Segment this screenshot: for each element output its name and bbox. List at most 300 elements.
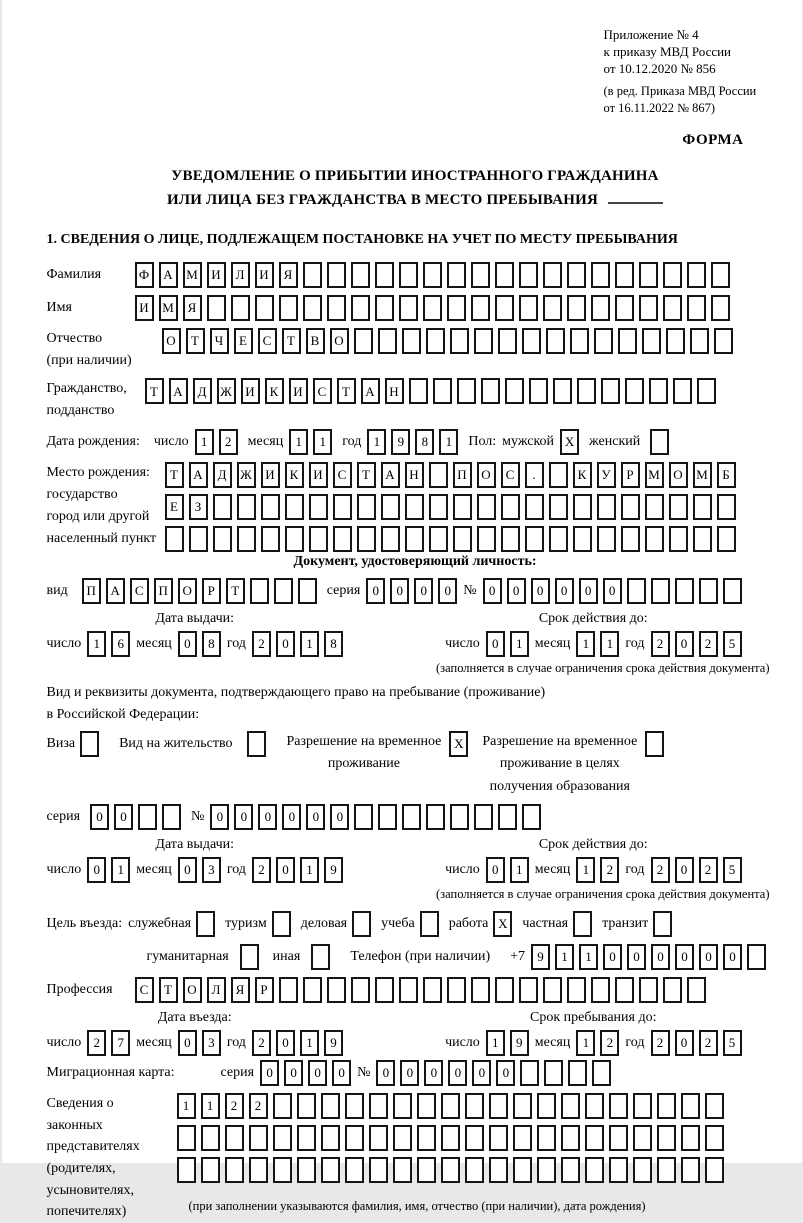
char-cell[interactable] (429, 526, 448, 552)
char-cell[interactable]: О (162, 328, 181, 354)
char-cell[interactable]: А (189, 462, 208, 488)
char-cell[interactable] (378, 804, 397, 830)
char-cell[interactable] (663, 295, 682, 321)
char-cell[interactable]: 0 (699, 944, 718, 970)
char-cell[interactable] (447, 295, 466, 321)
char-cell[interactable] (441, 1125, 460, 1151)
char-cell[interactable] (321, 1093, 340, 1119)
char-cell[interactable] (285, 526, 304, 552)
char-cell[interactable] (601, 378, 620, 404)
char-cell[interactable] (474, 328, 493, 354)
char-cell[interactable] (393, 1157, 412, 1183)
char-cell[interactable] (699, 578, 718, 604)
char-cell[interactable] (354, 804, 373, 830)
char-cell[interactable] (402, 804, 421, 830)
char-cell[interactable]: 0 (260, 1060, 279, 1086)
char-cell[interactable] (621, 526, 640, 552)
char-cell[interactable]: П (154, 578, 173, 604)
char-cell[interactable]: 0 (486, 857, 505, 883)
char-cell[interactable] (409, 378, 428, 404)
char-cell[interactable]: 3 (202, 857, 221, 883)
char-cell[interactable] (162, 804, 181, 830)
char-cell[interactable]: Ж (217, 378, 236, 404)
char-cell[interactable]: 2 (600, 1030, 619, 1056)
char-cell[interactable] (642, 328, 661, 354)
char-cell[interactable] (489, 1157, 508, 1183)
char-cell[interactable] (381, 526, 400, 552)
char-cell[interactable] (653, 911, 672, 937)
char-cell[interactable]: 0 (627, 944, 646, 970)
char-cell[interactable]: 0 (284, 1060, 303, 1086)
char-cell[interactable]: А (381, 462, 400, 488)
char-cell[interactable] (201, 1157, 220, 1183)
char-cell[interactable]: 1 (555, 944, 574, 970)
char-cell[interactable]: 1 (367, 429, 386, 455)
char-cell[interactable] (522, 328, 541, 354)
char-cell[interactable]: Я (231, 977, 250, 1003)
char-cell[interactable]: Е (165, 494, 184, 520)
char-cell[interactable] (465, 1093, 484, 1119)
char-cell[interactable] (690, 328, 709, 354)
char-cell[interactable] (423, 262, 442, 288)
char-cell[interactable]: 1 (579, 944, 598, 970)
char-cell[interactable]: М (183, 262, 202, 288)
char-cell[interactable] (513, 1125, 532, 1151)
char-cell[interactable]: Д (193, 378, 212, 404)
char-cell[interactable] (474, 804, 493, 830)
char-cell[interactable] (417, 1093, 436, 1119)
char-cell[interactable] (549, 526, 568, 552)
char-cell[interactable] (693, 526, 712, 552)
char-cell[interactable] (333, 494, 352, 520)
char-cell[interactable]: 0 (531, 578, 550, 604)
char-cell[interactable]: 0 (282, 804, 301, 830)
char-cell[interactable] (627, 578, 646, 604)
char-cell[interactable]: 0 (87, 857, 106, 883)
char-cell[interactable]: 9 (391, 429, 410, 455)
char-cell[interactable] (447, 977, 466, 1003)
char-cell[interactable]: 2 (699, 631, 718, 657)
char-cell[interactable] (297, 1093, 316, 1119)
char-cell[interactable] (441, 1093, 460, 1119)
char-cell[interactable] (568, 1060, 587, 1086)
char-cell[interactable] (717, 526, 736, 552)
char-cell[interactable] (481, 378, 500, 404)
char-cell[interactable]: 1 (201, 1093, 220, 1119)
char-cell[interactable] (645, 731, 664, 757)
char-cell[interactable] (426, 804, 445, 830)
char-cell[interactable] (261, 526, 280, 552)
char-cell[interactable] (447, 262, 466, 288)
char-cell[interactable]: У (597, 462, 616, 488)
char-cell[interactable]: З (189, 494, 208, 520)
char-cell[interactable]: Р (621, 462, 640, 488)
char-cell[interactable] (633, 1125, 652, 1151)
char-cell[interactable] (321, 1125, 340, 1151)
char-cell[interactable]: 0 (486, 631, 505, 657)
char-cell[interactable] (261, 494, 280, 520)
char-cell[interactable] (177, 1157, 196, 1183)
char-cell[interactable] (543, 295, 562, 321)
char-cell[interactable]: 0 (376, 1060, 395, 1086)
char-cell[interactable] (201, 1125, 220, 1151)
char-cell[interactable]: 0 (234, 804, 253, 830)
char-cell[interactable] (553, 378, 572, 404)
char-cell[interactable] (687, 295, 706, 321)
char-cell[interactable] (573, 911, 592, 937)
char-cell[interactable]: 1 (576, 631, 595, 657)
char-cell[interactable]: 0 (448, 1060, 467, 1086)
char-cell[interactable] (663, 977, 682, 1003)
char-cell[interactable] (399, 977, 418, 1003)
char-cell[interactable] (594, 328, 613, 354)
char-cell[interactable] (453, 526, 472, 552)
char-cell[interactable]: 0 (306, 804, 325, 830)
char-cell[interactable]: М (693, 462, 712, 488)
char-cell[interactable]: Л (207, 977, 226, 1003)
char-cell[interactable] (465, 1157, 484, 1183)
char-cell[interactable] (621, 494, 640, 520)
char-cell[interactable] (285, 494, 304, 520)
char-cell[interactable] (597, 494, 616, 520)
char-cell[interactable]: 0 (675, 857, 694, 883)
char-cell[interactable] (567, 295, 586, 321)
char-cell[interactable] (645, 494, 664, 520)
char-cell[interactable] (303, 295, 322, 321)
char-cell[interactable] (633, 1093, 652, 1119)
char-cell[interactable]: 2 (600, 857, 619, 883)
char-cell[interactable] (633, 1157, 652, 1183)
char-cell[interactable] (375, 262, 394, 288)
char-cell[interactable]: О (178, 578, 197, 604)
char-cell[interactable]: О (183, 977, 202, 1003)
char-cell[interactable]: . (525, 462, 544, 488)
char-cell[interactable] (592, 1060, 611, 1086)
char-cell[interactable] (465, 1125, 484, 1151)
char-cell[interactable]: 0 (390, 578, 409, 604)
char-cell[interactable]: 2 (651, 857, 670, 883)
char-cell[interactable]: Т (159, 977, 178, 1003)
char-cell[interactable] (237, 526, 256, 552)
char-cell[interactable] (585, 1093, 604, 1119)
char-cell[interactable]: 0 (400, 1060, 419, 1086)
char-cell[interactable]: И (207, 262, 226, 288)
char-cell[interactable] (453, 494, 472, 520)
char-cell[interactable] (567, 977, 586, 1003)
char-cell[interactable] (561, 1157, 580, 1183)
char-cell[interactable] (345, 1093, 364, 1119)
char-cell[interactable] (673, 378, 692, 404)
char-cell[interactable]: К (573, 462, 592, 488)
char-cell[interactable] (666, 328, 685, 354)
char-cell[interactable] (597, 526, 616, 552)
char-cell[interactable]: 1 (300, 631, 319, 657)
char-cell[interactable] (525, 494, 544, 520)
char-cell[interactable] (273, 1125, 292, 1151)
char-cell[interactable]: 1 (486, 1030, 505, 1056)
char-cell[interactable] (399, 262, 418, 288)
char-cell[interactable]: 0 (414, 578, 433, 604)
char-cell[interactable] (426, 328, 445, 354)
char-cell[interactable]: 5 (723, 857, 742, 883)
char-cell[interactable] (501, 526, 520, 552)
char-cell[interactable] (714, 328, 733, 354)
char-cell[interactable] (585, 1157, 604, 1183)
char-cell[interactable]: 2 (252, 631, 271, 657)
char-cell[interactable] (477, 526, 496, 552)
char-cell[interactable]: 2 (699, 857, 718, 883)
char-cell[interactable] (618, 328, 637, 354)
char-cell[interactable]: И (241, 378, 260, 404)
char-cell[interactable]: 0 (332, 1060, 351, 1086)
char-cell[interactable] (495, 977, 514, 1003)
char-cell[interactable] (80, 731, 99, 757)
char-cell[interactable] (237, 494, 256, 520)
char-cell[interactable]: А (361, 378, 380, 404)
char-cell[interactable]: 9 (324, 857, 343, 883)
char-cell[interactable] (352, 911, 371, 937)
char-cell[interactable] (650, 429, 669, 455)
char-cell[interactable]: 8 (202, 631, 221, 657)
char-cell[interactable]: 0 (555, 578, 574, 604)
char-cell[interactable] (570, 328, 589, 354)
char-cell[interactable]: 8 (324, 631, 343, 657)
char-cell[interactable] (543, 977, 562, 1003)
char-cell[interactable] (615, 977, 634, 1003)
char-cell[interactable] (429, 462, 448, 488)
char-cell[interactable] (537, 1157, 556, 1183)
char-cell[interactable] (351, 262, 370, 288)
char-cell[interactable] (357, 494, 376, 520)
char-cell[interactable] (311, 944, 330, 970)
char-cell[interactable]: С (130, 578, 149, 604)
char-cell[interactable] (549, 462, 568, 488)
char-cell[interactable] (543, 262, 562, 288)
char-cell[interactable]: Т (282, 328, 301, 354)
char-cell[interactable] (519, 977, 538, 1003)
char-cell[interactable] (354, 328, 373, 354)
char-cell[interactable]: 0 (675, 944, 694, 970)
char-cell[interactable]: 0 (579, 578, 598, 604)
char-cell[interactable] (705, 1125, 724, 1151)
char-cell[interactable]: Т (337, 378, 356, 404)
char-cell[interactable] (441, 1157, 460, 1183)
char-cell[interactable] (663, 262, 682, 288)
char-cell[interactable] (333, 526, 352, 552)
char-cell[interactable]: 1 (576, 1030, 595, 1056)
char-cell[interactable]: 5 (723, 631, 742, 657)
char-cell[interactable]: 0 (276, 631, 295, 657)
char-cell[interactable]: С (501, 462, 520, 488)
char-cell[interactable] (405, 526, 424, 552)
char-cell[interactable] (747, 944, 766, 970)
char-cell[interactable] (327, 977, 346, 1003)
char-cell[interactable] (625, 378, 644, 404)
char-cell[interactable]: 1 (576, 857, 595, 883)
char-cell[interactable]: 1 (195, 429, 214, 455)
char-cell[interactable] (498, 804, 517, 830)
char-cell[interactable]: И (135, 295, 154, 321)
char-cell[interactable]: 5 (723, 1030, 742, 1056)
char-cell[interactable]: 2 (249, 1093, 268, 1119)
char-cell[interactable] (393, 1125, 412, 1151)
char-cell[interactable] (573, 526, 592, 552)
char-cell[interactable] (711, 262, 730, 288)
char-cell[interactable]: И (289, 378, 308, 404)
char-cell[interactable] (250, 578, 269, 604)
char-cell[interactable]: 1 (439, 429, 458, 455)
char-cell[interactable]: 0 (603, 578, 622, 604)
char-cell[interactable] (247, 731, 266, 757)
char-cell[interactable] (298, 578, 317, 604)
char-cell[interactable] (309, 494, 328, 520)
char-cell[interactable]: 0 (507, 578, 526, 604)
char-cell[interactable] (495, 262, 514, 288)
char-cell[interactable]: 1 (111, 857, 130, 883)
char-cell[interactable] (303, 977, 322, 1003)
char-cell[interactable] (723, 578, 742, 604)
char-cell[interactable]: 0 (675, 1030, 694, 1056)
char-cell[interactable] (417, 1157, 436, 1183)
char-cell[interactable]: 1 (510, 631, 529, 657)
char-cell[interactable]: 9 (324, 1030, 343, 1056)
char-cell[interactable]: Ч (210, 328, 229, 354)
char-cell[interactable] (423, 977, 442, 1003)
char-cell[interactable] (177, 1125, 196, 1151)
char-cell[interactable] (657, 1093, 676, 1119)
char-cell[interactable]: Н (405, 462, 424, 488)
char-cell[interactable] (279, 977, 298, 1003)
char-cell[interactable] (207, 295, 226, 321)
char-cell[interactable] (681, 1157, 700, 1183)
char-cell[interactable] (213, 526, 232, 552)
char-cell[interactable] (609, 1125, 628, 1151)
char-cell[interactable]: 0 (308, 1060, 327, 1086)
char-cell[interactable] (489, 1125, 508, 1151)
char-cell[interactable]: Т (165, 462, 184, 488)
char-cell[interactable]: 0 (483, 578, 502, 604)
char-cell[interactable]: В (306, 328, 325, 354)
char-cell[interactable] (255, 295, 274, 321)
char-cell[interactable] (327, 295, 346, 321)
char-cell[interactable] (471, 295, 490, 321)
char-cell[interactable] (549, 494, 568, 520)
char-cell[interactable] (645, 526, 664, 552)
char-cell[interactable]: 2 (219, 429, 238, 455)
char-cell[interactable]: С (313, 378, 332, 404)
char-cell[interactable] (231, 295, 250, 321)
char-cell[interactable] (375, 295, 394, 321)
char-cell[interactable] (591, 295, 610, 321)
char-cell[interactable] (649, 378, 668, 404)
char-cell[interactable] (693, 494, 712, 520)
char-cell[interactable]: 0 (258, 804, 277, 830)
char-cell[interactable]: О (669, 462, 688, 488)
char-cell[interactable] (375, 977, 394, 1003)
char-cell[interactable] (273, 1093, 292, 1119)
char-cell[interactable]: П (82, 578, 101, 604)
char-cell[interactable] (657, 1125, 676, 1151)
char-cell[interactable] (138, 804, 157, 830)
char-cell[interactable] (537, 1125, 556, 1151)
char-cell[interactable] (273, 1157, 292, 1183)
char-cell[interactable] (615, 295, 634, 321)
char-cell[interactable]: С (258, 328, 277, 354)
char-cell[interactable] (297, 1157, 316, 1183)
char-cell[interactable] (399, 295, 418, 321)
char-cell[interactable]: 0 (472, 1060, 491, 1086)
char-cell[interactable] (525, 526, 544, 552)
char-cell[interactable] (189, 526, 208, 552)
char-cell[interactable]: 0 (651, 944, 670, 970)
char-cell[interactable]: X (449, 731, 468, 757)
char-cell[interactable] (687, 977, 706, 1003)
char-cell[interactable] (669, 526, 688, 552)
char-cell[interactable] (321, 1157, 340, 1183)
char-cell[interactable] (471, 977, 490, 1003)
char-cell[interactable] (675, 578, 694, 604)
char-cell[interactable] (471, 262, 490, 288)
char-cell[interactable] (522, 804, 541, 830)
char-cell[interactable]: М (645, 462, 664, 488)
char-cell[interactable]: 0 (178, 857, 197, 883)
char-cell[interactable] (225, 1125, 244, 1151)
char-cell[interactable]: С (333, 462, 352, 488)
char-cell[interactable] (591, 262, 610, 288)
char-cell[interactable] (417, 1125, 436, 1151)
char-cell[interactable] (405, 494, 424, 520)
char-cell[interactable] (433, 378, 452, 404)
char-cell[interactable]: Я (279, 262, 298, 288)
char-cell[interactable]: М (159, 295, 178, 321)
char-cell[interactable] (609, 1093, 628, 1119)
char-cell[interactable] (681, 1125, 700, 1151)
char-cell[interactable]: 1 (300, 857, 319, 883)
char-cell[interactable] (303, 262, 322, 288)
char-cell[interactable]: О (330, 328, 349, 354)
char-cell[interactable] (345, 1157, 364, 1183)
char-cell[interactable] (669, 494, 688, 520)
char-cell[interactable]: Р (255, 977, 274, 1003)
char-cell[interactable] (651, 578, 670, 604)
char-cell[interactable] (717, 494, 736, 520)
char-cell[interactable]: 1 (177, 1093, 196, 1119)
char-cell[interactable] (477, 494, 496, 520)
char-cell[interactable] (249, 1125, 268, 1151)
char-cell[interactable]: Я (183, 295, 202, 321)
char-cell[interactable] (498, 328, 517, 354)
char-cell[interactable] (609, 1157, 628, 1183)
char-cell[interactable] (561, 1093, 580, 1119)
char-cell[interactable] (697, 378, 716, 404)
char-cell[interactable]: С (135, 977, 154, 1003)
char-cell[interactable]: 1 (600, 631, 619, 657)
char-cell[interactable]: 9 (510, 1030, 529, 1056)
char-cell[interactable]: Т (186, 328, 205, 354)
char-cell[interactable]: Л (231, 262, 250, 288)
char-cell[interactable]: 2 (225, 1093, 244, 1119)
char-cell[interactable]: Т (226, 578, 245, 604)
char-cell[interactable]: 0 (178, 1030, 197, 1056)
char-cell[interactable]: 0 (496, 1060, 515, 1086)
char-cell[interactable]: 0 (210, 804, 229, 830)
char-cell[interactable]: И (309, 462, 328, 488)
char-cell[interactable]: А (169, 378, 188, 404)
char-cell[interactable] (705, 1093, 724, 1119)
char-cell[interactable] (513, 1093, 532, 1119)
char-cell[interactable] (369, 1157, 388, 1183)
char-cell[interactable]: Ж (237, 462, 256, 488)
